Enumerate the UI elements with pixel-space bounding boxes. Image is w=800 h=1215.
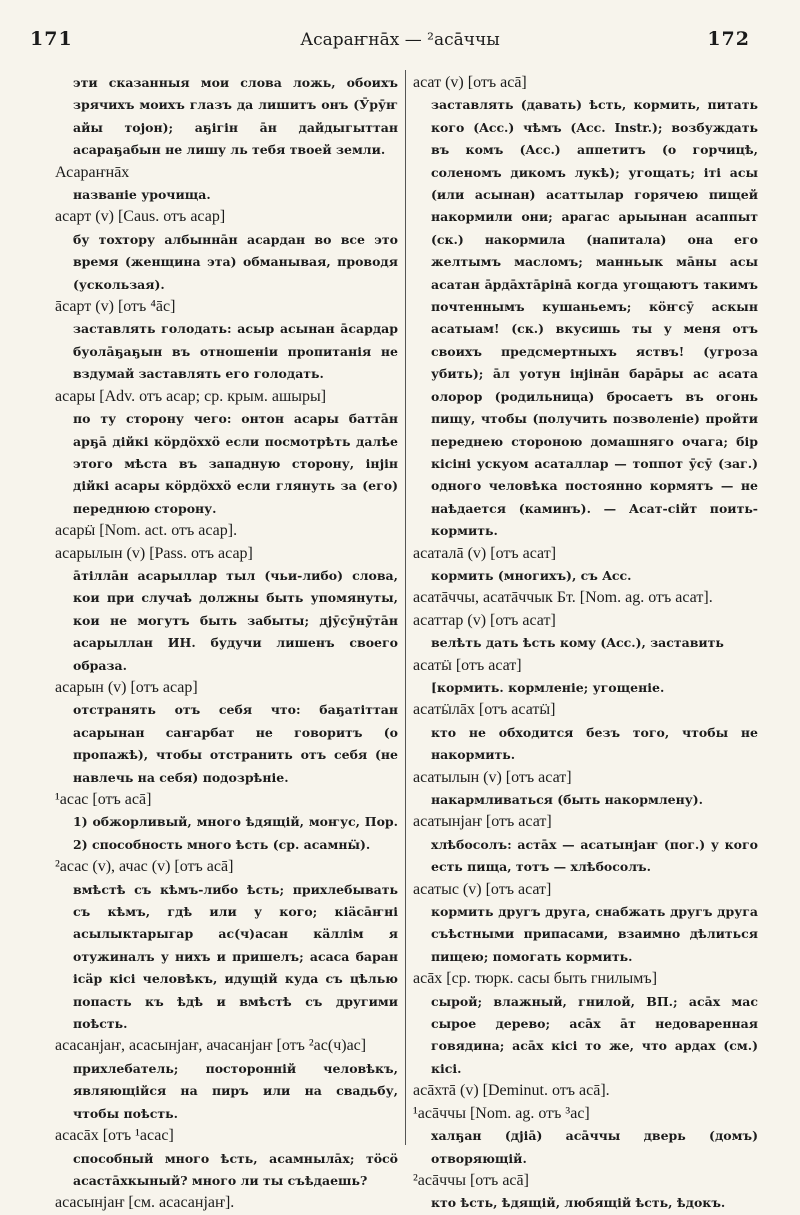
dictionary-entry (55, 677, 398, 789)
entry-headword: асāх [ср. тюрк. сасы быть гнилымъ] (413, 970, 658, 988)
entry-headword: асатāччы, асатāччык Бт. [Nom. ag. отъ асат]. (413, 589, 713, 607)
entry-headword: асарын (v) [отъ асар] (55, 678, 198, 696)
dictionary-entry (55, 520, 398, 542)
entry-definition: [кормить. кормленіе; угощеніе. (431, 679, 665, 695)
entry-headword: асасāх [отъ ¹асас] (55, 1127, 174, 1145)
entry-headword: асасанјаҥ, асасынјаҥ, ачасанјаҥ [отъ ²ас(ч)ас] (55, 1037, 367, 1055)
entry-headword: Асараҥнāх (55, 163, 130, 181)
entry-headword: ¹асāччы [Nom. ag. отъ ³ас] (413, 1104, 590, 1122)
entry-headword: асāхтā (v) [Deminut. отъ асā]. (413, 1082, 610, 1100)
entry-headword: ²асāччы [отъ асā] (413, 1171, 529, 1189)
entry-definition: вмѣстѣ съ кѣмъ-либо ѣсть; прихлебывать съ кѣмъ, гдѣ или у кого; кіäсāҥні асылыктарыгар ас(ч)асан кäллім я отужиналъ у нихъ и пришелъ; асаса баран ісäр кісі человѣкъ, идущій куда съ цѣлью попасть къ ѣдѣ и вмѣстѣ съ другими поѣсть. (73, 881, 398, 1032)
dictionary-entry (413, 587, 758, 609)
dictionary-entry (55, 543, 398, 677)
entry-headword: асатылын (v) [отъ асат] (413, 768, 572, 786)
entry-headword: асатӹ [отъ асат] (413, 656, 522, 674)
dictionary-entry (55, 296, 398, 386)
entry-headword: асарт (v) [Caus. отъ асар] (55, 208, 226, 226)
entry-headword: асатынјаҥ [отъ асат] (413, 813, 552, 831)
dictionary-entry (55, 1125, 398, 1192)
entry-definition: кормить другъ друга, снабжать другъ друга съѣстными припасами, взаимно дѣлиться пищею; помогать кормить. (431, 904, 758, 964)
dictionary-entry (55, 1192, 398, 1214)
dictionary-entry (413, 699, 758, 766)
entry-headword: асары [Adv. отъ асар; ср. крым. ашыры] (55, 387, 327, 405)
entry-definition: 1) обжорливый, много ѣдящій, моҥус, Пор. 2) способность много ѣсть (ср. асамнӹ). (73, 814, 398, 852)
dictionary-entry (413, 655, 758, 700)
entry-definition: бу тохтору албыннāн асардан во все это время (женщина эта) обманывая, проводя (ускользая). (73, 231, 398, 292)
entry-headword: асаттар (v) [отъ асат] (413, 611, 556, 629)
dictionary-entry (55, 789, 398, 856)
entry-headword: ²асас (v), ачас (v) [отъ асā] (55, 858, 234, 876)
entry-headword: асатӹлāх [отъ асатӹ] (413, 701, 556, 719)
right-page-number: 172 (707, 28, 750, 50)
dictionary-entry (413, 811, 758, 878)
entry-headword: асарылын (v) [Pass. отъ асар] (55, 544, 253, 562)
entry-definition: āтіллāн асарыллар тыл (чьи-либо) слова, кои при случаѣ должны быть упомянуты, кои не могутъ быть забыты; дјӯсӯнӯтāн асарыллан ИН. будучи лишенъ своего образа. (73, 567, 398, 673)
dictionary-entry (413, 543, 758, 588)
entry-definition: сырой; влажный, гнилой, ВП.; асāх мас сырое дерево; асāх āт недоваренная говядина; асāх кісі то же, что ардах (см.) кісі. (431, 993, 758, 1076)
entry-definition: кто не обходится безъ того, чтобы не накормить. (431, 724, 758, 763)
dictionary-entry (413, 1080, 758, 1102)
entry-definition: заставлять голодать: асыр асынан āсардар буолāҕаҕын въ отношеніи пропитанія не вздумай заставлять его голодать. (73, 321, 398, 382)
dictionary-entry (55, 856, 398, 1035)
left-page-number: 171 (30, 28, 73, 50)
entry-definition: отстранять отъ себя что: баҕатіттан асарынан саҥарбат не говоритъ (о пропажѣ), чтобы отстранить отъ себя (не навлечь на себя) подозрѣніе. (73, 702, 398, 785)
running-head: Асараҥнāх — ²асāччы (300, 30, 500, 50)
entry-definition: велѣть дать ѣсть кому (Acc.), заставить (431, 635, 724, 651)
dictionary-entry (413, 879, 758, 969)
entry-definition: хлѣбосолъ: астāх — асатынјаҥ (пог.) у кого есть пища, тотъ — хлѣбосолъ. (431, 836, 758, 875)
entry-definition: прихлебатель; посторонній человѣкъ, являющійся на пиръ или на свадьбу, чтобы поѣсть. (73, 1060, 398, 1121)
dictionary-entry (413, 1170, 758, 1215)
entry-definition: накармливаться (быть накормлену). (431, 792, 704, 807)
entry-headword: асатыс (v) [отъ асат] (413, 880, 552, 898)
dictionary-entry (413, 72, 758, 543)
dictionary-entry (413, 968, 758, 1080)
entry-definition: кто ѣсть, ѣдящій, любящій ѣсть, ѣдокъ. (431, 1195, 726, 1211)
right-column (413, 72, 758, 1215)
entry-headword: асаталā (v) [отъ асат] (413, 544, 557, 562)
entry-definition: по ту сторону чего: онтон асары баттāн арҕā дійкі кöрдöххö если посмотрѣть далѣе этого мѣста въ западную сторону, інјін дійкі асары кöрдöххö если глянуть за (его) переднюю сторону. (73, 411, 398, 516)
entry-headword: асасынјаҥ [см. асасанјаҥ]. (55, 1194, 235, 1212)
entry-definition: эти сказанныя мои слова ложь, обоихъ зрячихъ моихъ глазъ да лишитъ онъ (Ӯрӯҥ айы тојон); аҕігін āн дайдыгыттан асараҕабын не лишу ль тебя твоей земли. (73, 75, 398, 158)
entry-definition: заставлять (давать) ѣсть, кормить, питать кого (Acc.) чѣмъ (Acc. Instr.); возбуждать въ комъ (Acc.) аппетитъ (о горчицѣ, соленомъ дикомъ лукѣ); угощать; іті асы (или асынан) асаттылар горячею пищей накормили они; арагас арыынан асаппыт (ск.) накормила (напитала) она его желтымъ масломъ; манньык мāны асы асатан āрдāхтāрінā когда угощаютъ такимъ почтеннымъ кушаньемъ; кöҥсӯ аскын асатыам! (ск.) вкусишь ты у меня отъ своихъ предсмертныхъ яствъ! (угроза убить); āл уотун інјінāн барāры ас асата олорор (родильница) бросаетъ въ огонь пищу, чтобы (получить позволеніе) пройти переднею стороною домашняго очага; бір кісіні ускуом асаталлар — топпот ӯсӯ (заг.) одного человѣка постоянно кормятъ — не наѣдается (каминъ). — Асат-сійт поить-кормить. (431, 97, 758, 539)
entry-definition: названіе урочища. (73, 187, 211, 203)
dictionary-entry (413, 1103, 758, 1170)
dictionary-entry (55, 386, 398, 520)
entry-definition: кормить (многихъ), съ Acc. (431, 567, 632, 583)
entry-headword: асат (v) [отъ асā] (413, 74, 527, 91)
entry-definition: способный много ѣсть, асамнылāх; тöсö асастāхкыный? много ли ты съѣдаешь? (73, 1150, 398, 1188)
entry-definition: халҕан (дјіā) асāччы дверь (домъ) отворяющій. (431, 1128, 758, 1166)
dictionary-entry (413, 610, 758, 655)
page-header (0, 28, 800, 58)
column-divider (405, 70, 406, 1145)
entry-headword: ¹асас [отъ асā] (55, 791, 152, 808)
left-column (55, 72, 398, 1215)
dictionary-entry (413, 767, 758, 812)
dictionary-entry (55, 72, 398, 162)
dictionary-entry (55, 1035, 398, 1125)
entry-headword: āсарт (v) [отъ ⁴āс] (55, 298, 176, 316)
dictionary-entry (55, 206, 398, 296)
entry-headword: асарӹ [Nom. act. отъ асар]. (55, 522, 238, 540)
dictionary-entry (55, 162, 398, 207)
